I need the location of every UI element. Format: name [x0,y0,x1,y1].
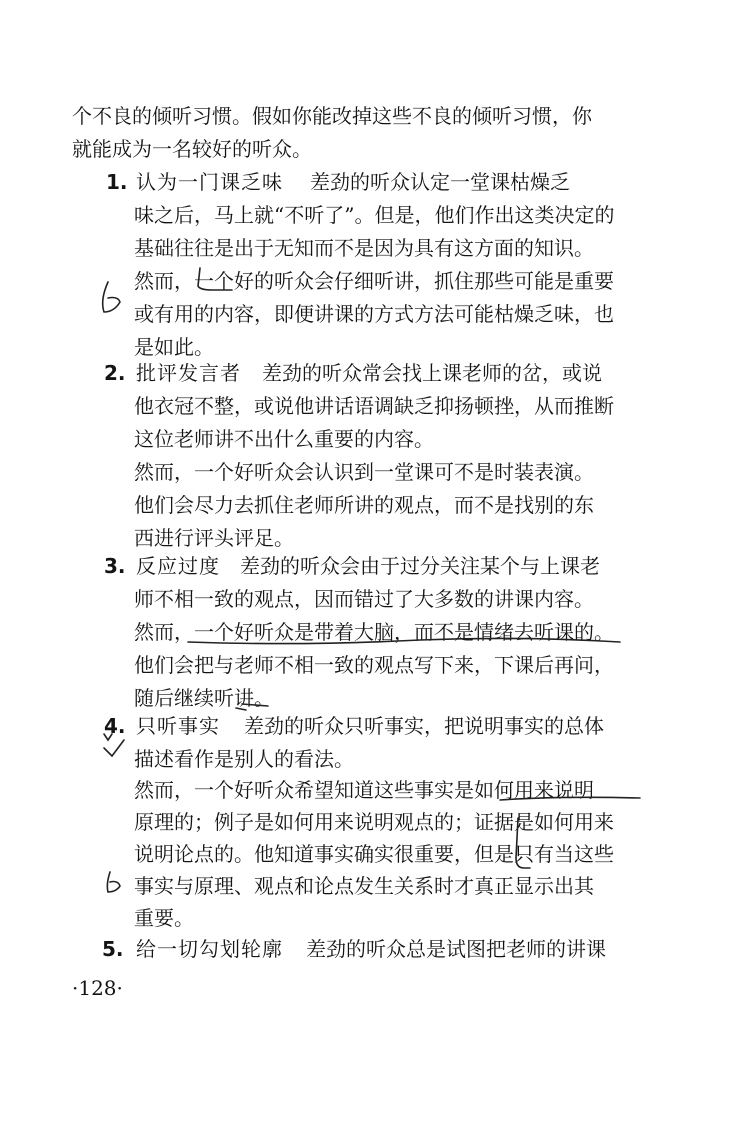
item-1-number: 1. [106,170,128,194]
item-2-line-4: 然而，一个好听众会认识到一堂课可不是时装表演。 [134,460,594,484]
item-5-number: 5. [102,937,124,961]
item-3-number: 3. [104,554,126,578]
item-5-heading: 给一切勾划轮廓 [136,937,283,961]
item-3-line-5: 随后继续听讲。 [134,686,274,710]
item-2-line-6: 西进行评头评足。 [134,526,294,550]
item-4-line-2: 描述看作是别人的看法。 [134,747,354,771]
intro-line-1: 个不良的倾听习惯。假如你能改掉这些不良的倾听习惯，你 [72,104,592,128]
item-4-number: 4. [104,714,126,738]
item-3-line-3: 然而，一个好听众是带着大脑，而不是情绪去听课的。 [134,620,614,644]
item-2-line-1: 差劲的听众常会找上课老师的岔，或说 [262,361,602,385]
item-4-line-6: 事实与原理、观点和论点发生关系时才真正显示出其 [134,874,594,898]
item-3-line-2: 师不相一致的观点，因而错过了大多数的讲课内容。 [134,587,594,611]
page-number: ·128· [72,976,123,1000]
item-4-line-7: 重要。 [134,906,194,930]
item-1-line-4: 然而，一个好的听众会仔细听讲，抓住那些可能是重要 [134,269,614,293]
item-4-line-4: 原理的；例子是如何用来说明观点的；证据是如何用来 [134,810,614,834]
item-3-line-1: 差劲的听众会由于过分关注某个与上课老 [240,554,600,578]
item-4-line-1: 差劲的听众只听事实，把说明事实的总体 [244,714,604,738]
item-1-line-3: 基础往往是出于无知而不是因为具有这方面的知识。 [134,236,594,260]
item-1-line-1: 差劲的听众认定一堂课枯燥乏 [310,170,570,194]
item-2-number: 2. [104,361,126,385]
item-1-line-6: 是如此。 [134,335,214,359]
item-4-line-3: 然而，一个好听众希望知道这些事实是如何用来说明 [134,778,594,802]
item-4-line-5: 说明论点的。他知道事实确实很重要，但是只有当这些 [134,842,614,866]
item-1-line-2: 味之后，马上就“不听了”。但是，他们作出这类决定的 [134,203,615,227]
item-2-line-2: 他衣冠不整，或说他讲话语调缺乏抑扬顿挫，从而推断 [134,394,614,418]
item-3-heading: 反应过度 [136,554,220,578]
item-2-line-3: 这位老师讲不出什么重要的内容。 [134,427,434,451]
item-5-line-1: 差劲的听众总是试图把老师的讲课 [306,937,606,961]
margin-mark-b-2 [107,872,120,892]
item-1-heading: 认为一门课乏味 [136,170,283,194]
item-3-line-4: 他们会把与老师不相一致的观点写下来，下课后再问， [134,653,614,677]
check-mark-icon [104,740,124,756]
item-2-line-5: 他们会尽力去抓住老师所讲的观点，而不是找别的东 [134,493,594,517]
item-2-heading: 批评发言者 [136,361,241,385]
item-1-line-5: 或有用的内容，即便讲课的方式方法可能枯燥乏味，也 [134,302,614,326]
intro-line-2: 就能成为一名较好的听众。 [72,137,312,161]
margin-mark-b-1 [103,282,120,312]
item-4-heading: 只听事实 [136,714,220,738]
